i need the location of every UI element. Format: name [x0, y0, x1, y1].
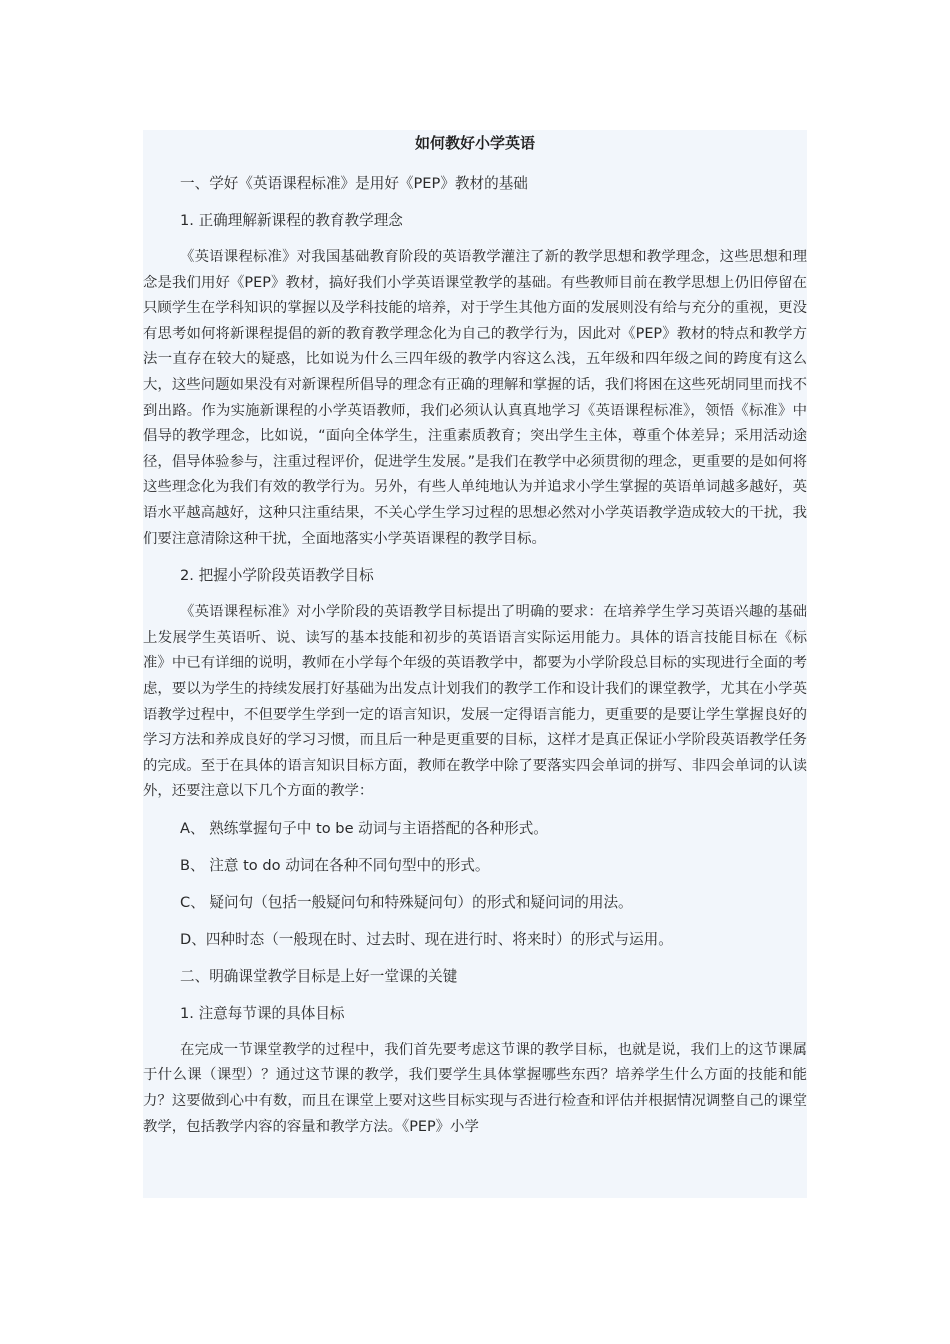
section-2-subheading-1: 1. 注意每节课的具体目标 [180, 1004, 345, 1022]
section-1-subheading-1: 1. 正确理解新课程的教育教学理念 [180, 212, 403, 229]
document-title: 如何教好小学英语 [414, 134, 535, 152]
list-item-c: C、 疑问句（包括一般疑问句和特殊疑问句）的形式和疑问词的用法。 [180, 893, 633, 911]
section-1-paragraph-2: 《英语课程标准》对小学阶段的英语教学目标提出了明确的要求：在培养学生学习英语兴趣的基础上发展学生英语听、说、读写的基本技能和初步的英语语言实际运用能力。具体的语言技能目标在《标准》中已有详细的说明，教师在小学每个年级的英语教学中，都要为小学阶段总目标的实现进行全面的考虑，要以为学生的持续发展打好基础为出发点计划我们的教学工作和设计我们的课堂教学，尤其在小学英语教学过程中，不但要学生学到一定的语言知识，发展一定得语言能力，更重要的是要让学生掌握良好的学习方法和养成良好的学习习惯，而且后一种是更重要的目标，这样才是真正保证小学阶段英语教学任务的完成。至于在具体的语言知识目标方面，教师在教学中除了要落实四会单词的拼写、非四会单词的认读外，还要注意以下几个方面的教学： [143, 604, 807, 800]
section-1-paragraph-1: 《英语课程标准》对我国基础教育阶段的英语教学灌注了新的教学思想和教学理念，这些思想和理念是我们用好《PEP》教材，搞好我们小学英语课堂教学的基础。有些教师目前在教学思想上仍旧停留在只顾学生在学科知识的掌握以及学科技能的培养，对于学生其他方面的发展则没有给与充分的重视，更没有思考如何将新课程提倡的新的教育教学理念化为自己的教学行为，因此对《PEP》教材的特点和教学方法一直存在较大的疑惑，比如说为什么三四年级的教学内容这么浅，五年级和四年级之间的跨度有这么大，这些问题如果没有对新课程所倡导的理念有正确的理解和掌握的话，我们将困在这些死胡同里而找不到出路。作为实施新课程的小学英语教师，我们必须认认真真地学习《英语课程标准》，领悟《标准》中倡导的教学理念，比如说，“面向全体学生，注重素质教育；突出学生主体，尊重个体差异；采用活动途径，倡导体验参与，注重过程评价，促进学生发展。”是我们在教学中必须贯彻的理念，更重要的是如何将这些理念化为我们有效的教学行为。另外，有些人单纯地认为并追求小学生掌握的英语单词越多越好，英语水平越高越好，这种只注重结果，不关心学生学习过程的思想必然对小学英语教学造成较大的干扰，我们要注意清除这种干扰，全面地落实小学英语课程的教学目标。 [143, 249, 807, 547]
section-2-paragraph-1: 在完成一节课堂教学的过程中，我们首先要考虑这节课的教学目标，也就是说，我们上的这节课属于什么课（课型）？通过这节课的教学，我们要学生具体掌握哪些东西？培养学生什么方面的技能和能力？这要做到心中有数，而且在课堂上要对这些目标实现与否进行检查和评估并根据情况调整自己的课堂教学，包括教学内容的容量和教学方法。《PEP》小学 [143, 1041, 807, 1135]
list-item-b: B、 注意 to do 动词在各种不同句型中的形式。 [180, 856, 490, 874]
section-1-heading: 一、学好《英语课程标准》是用好《PEP》教材的基础 [180, 175, 528, 192]
list-item-a: A、 熟练掌握句子中 to be 动词与主语搭配的各种形式。 [180, 819, 548, 837]
document-body [143, 130, 807, 1198]
section-2-heading: 二、明确课堂教学目标是上好一堂课的关键 [180, 967, 458, 985]
list-item-d: D、四种时态（一般现在时、过去时、现在进行时、将来时）的形式与运用。 [180, 930, 673, 948]
section-1-subheading-2: 2. 把握小学阶段英语教学目标 [180, 567, 374, 585]
